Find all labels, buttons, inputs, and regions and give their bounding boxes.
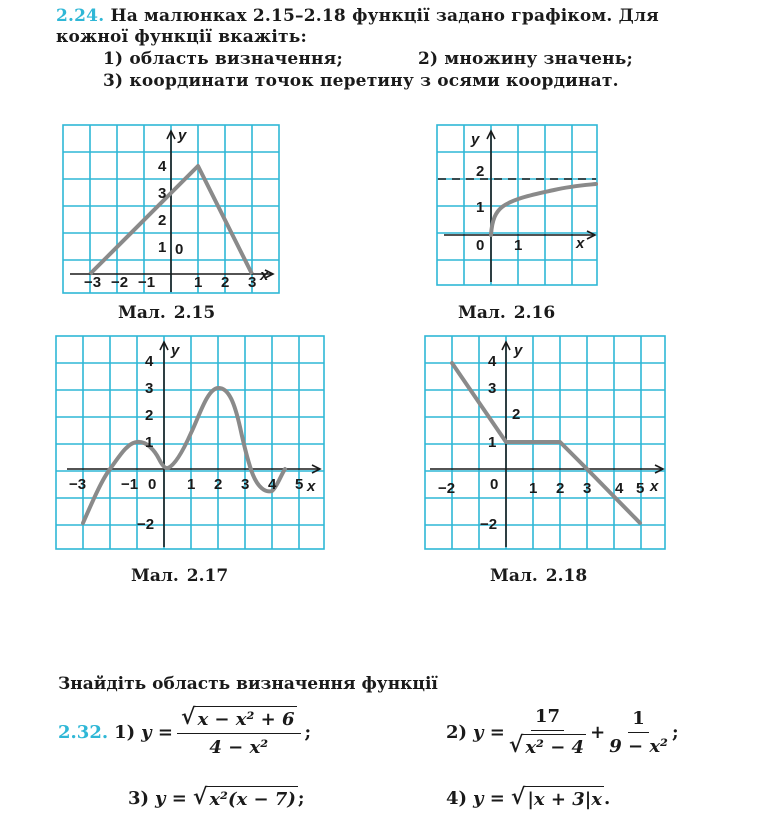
caption-2-17-number: 2.17: [186, 566, 229, 586]
caption-2-18-number: 2.18: [545, 566, 588, 586]
problem-224-item3: 3) координати точок перетину з осями координат.: [103, 71, 619, 91]
tick-y-2-15-2: 3: [158, 185, 167, 202]
x-label-2-18: x: [650, 478, 659, 495]
tick-x-2-17-2: 1: [187, 476, 196, 493]
grid-2-17: [56, 336, 324, 549]
problem-232-number: 2.32.: [58, 721, 109, 743]
formula-1-end: ;: [304, 721, 312, 743]
formula-3-radicand: x²(x − 7): [207, 786, 298, 810]
formula-2-end: ;: [671, 721, 679, 743]
formula-2-fraction-1: 17 √ x² − 4: [508, 706, 585, 758]
formula-2: [446, 706, 679, 758]
tick-x-2-17-1: −1: [121, 476, 139, 493]
formula-4-lhs: y =: [473, 787, 505, 809]
tick-x-2-17-4: 3: [241, 476, 250, 493]
origin-2-15: 0: [175, 241, 184, 258]
tick-x-2-18-4: 4: [615, 480, 624, 497]
formula-4-label: 4): [446, 787, 468, 809]
origin-2-16: 0: [476, 237, 485, 254]
caption-2-16: [458, 303, 555, 323]
problem-224-number: 2.24.: [56, 6, 105, 26]
tick-x-2-17-3: 2: [214, 476, 223, 493]
graph-2-18: [424, 335, 666, 550]
formula-2-lhs: y =: [473, 721, 505, 743]
formula-2-denominator-2: 9 − x²: [609, 735, 668, 757]
y-label-2-16: y: [471, 131, 480, 148]
y-label-2-17: y: [171, 342, 180, 359]
caption-2-16-number: 2.16: [513, 303, 556, 323]
tick-x-2-18-3: 3: [583, 480, 592, 497]
formula-3-label: 3): [128, 787, 150, 809]
tick-y-2-16-1: 2: [476, 163, 485, 180]
problem-224-line2: кожної функції вкажіть:: [56, 27, 307, 47]
tick-x-2-16-0: 1: [514, 237, 523, 254]
formula-1-label: 1): [114, 721, 136, 743]
formula-1-numerator: x − x² + 6: [195, 706, 296, 730]
origin-2-18: 0: [490, 476, 499, 493]
formula-1-denominator: 4 − x²: [209, 737, 269, 758]
grid-2-16: [437, 125, 597, 285]
formula-3: 3) y = √ x²(x − 7) ;: [128, 784, 305, 810]
graph-2-16: [436, 124, 598, 286]
formula-2-fraction-2: [609, 708, 668, 757]
formula-1-fraction: √ x − x² + 6 4 − x²: [177, 706, 301, 758]
tick-y-2-17-0: 1: [145, 434, 154, 451]
tick-x-2-15-1: −2: [111, 274, 129, 291]
tick-x-2-18-5: 5: [636, 480, 645, 497]
caption-2-18-prefix: Мал.: [490, 566, 538, 586]
x-label-2-15: x: [260, 267, 269, 284]
origin-2-17: 0: [148, 476, 157, 493]
y-label-2-18: y: [514, 342, 523, 359]
tick-y-2-17-3: 4: [145, 353, 154, 370]
tick-x-2-15-5: 3: [248, 274, 257, 291]
formula-2-numerator-1: 17: [531, 706, 564, 731]
graph-2-17-curve: [83, 388, 285, 523]
tick-x-2-18-1: 1: [529, 480, 538, 497]
tick-y-2-18-1: 2: [512, 406, 521, 423]
formula-2-label: 2): [446, 721, 468, 743]
tick-y-2-18-0: 1: [488, 434, 497, 451]
caption-2-17: [131, 566, 228, 586]
formula-1-lhs: y =: [141, 721, 173, 743]
x-label-2-17: x: [307, 478, 316, 495]
tick-y-2-15-1: 2: [158, 212, 167, 229]
graph-2-15: [62, 124, 280, 294]
caption-2-16-prefix: Мал.: [458, 303, 506, 323]
formula-4-tail: x: [591, 789, 603, 810]
tick-x-2-15-2: −1: [138, 274, 156, 291]
tick-x-2-15-0: −3: [84, 274, 102, 291]
problem-224-line1: [56, 6, 659, 26]
caption-2-17-prefix: Мал.: [131, 566, 179, 586]
graph-2-18-curve: [452, 363, 640, 523]
formula-2-plus: +: [590, 721, 606, 743]
caption-2-15-number: 2.15: [173, 303, 216, 323]
y-label-2-15: y: [178, 127, 187, 144]
tick-y-2-18-4: −2: [480, 516, 498, 533]
tick-x-2-18-2: 2: [556, 480, 565, 497]
graph-2-17: [55, 335, 325, 550]
graph-2-16-curve: [491, 184, 596, 235]
tick-x-2-17-0: −3: [69, 476, 87, 493]
formula-2-numerator-2: 1: [628, 708, 649, 733]
formula-4-end: .: [604, 787, 611, 809]
tick-y-2-16-0: 1: [476, 199, 485, 216]
problem-224-text1: На малюнках 2.15–2.18 функції задано графіком. Для: [110, 6, 659, 26]
tick-x-2-17-5: 4: [268, 476, 277, 493]
caption-2-15: [118, 303, 215, 323]
tick-y-2-17-1: 2: [145, 407, 154, 424]
formula-4: 4) y = √ |x + 3|x .: [446, 784, 611, 810]
formula-1: [58, 706, 311, 758]
problem-224-item2: 2) множину значень;: [418, 49, 633, 69]
tick-x-2-15-4: 2: [221, 274, 230, 291]
section-heading: Знайдіть область визначення функції: [58, 674, 438, 694]
tick-y-2-15-3: 4: [158, 158, 167, 175]
tick-y-2-17-2: 3: [145, 380, 154, 397]
tick-y-2-18-3: 4: [488, 353, 497, 370]
tick-y-2-17-4: −2: [137, 516, 155, 533]
caption-2-18: [490, 566, 587, 586]
x-label-2-16: x: [576, 235, 585, 252]
caption-2-15-prefix: Мал.: [118, 303, 166, 323]
tick-x-2-15-3: 1: [194, 274, 203, 291]
problem-224-item1: 1) область визначення;: [103, 49, 343, 69]
formula-3-end: ;: [297, 787, 305, 809]
formula-2-denominator-1: x² − 4: [523, 734, 586, 758]
tick-x-2-17-6: 5: [295, 476, 304, 493]
formula-4-radicand: |x + 3|: [527, 789, 592, 810]
formula-3-lhs: y =: [155, 787, 187, 809]
tick-x-2-18-0: −2: [438, 480, 456, 497]
tick-y-2-15-0: 1: [158, 239, 167, 256]
tick-y-2-18-2: 3: [488, 380, 497, 397]
